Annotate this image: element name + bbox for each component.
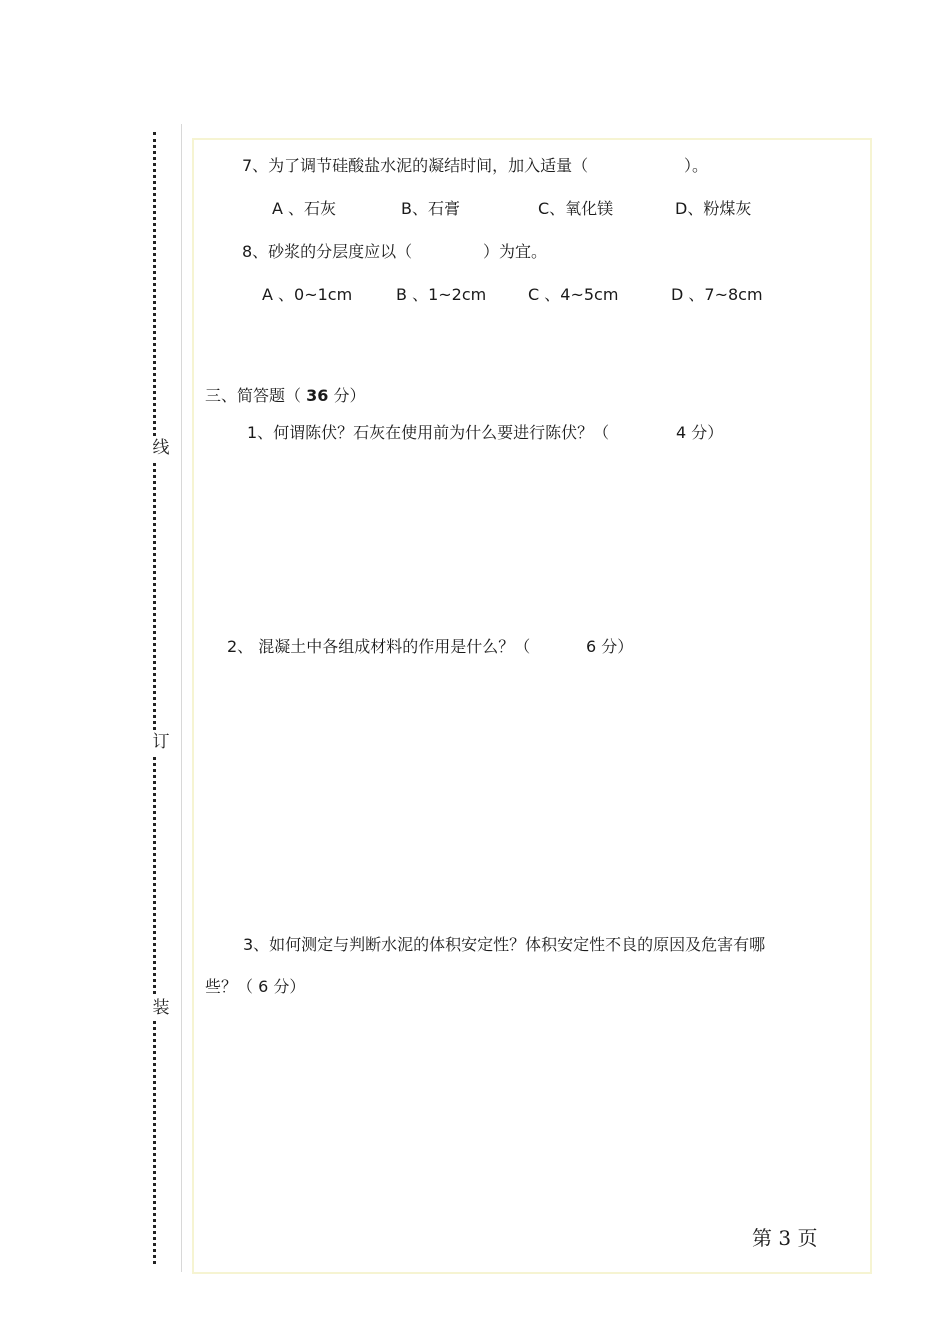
q8-stem-end: ）为宜。	[483, 242, 548, 261]
q7-option-d: D、粉煤灰	[675, 199, 752, 218]
q8-option-a: A 、0~1cm	[262, 285, 353, 304]
section3-heading-prefix: 三、简答题（	[205, 386, 302, 405]
page-frame	[192, 138, 872, 1274]
binding-dotted-line	[153, 132, 156, 1264]
q8-option-b: B 、1~2cm	[396, 285, 487, 304]
s3-q3-line2: 些？（ 6 分）	[205, 977, 306, 996]
s3-q1-text: 1、何谓陈伏？石灰在使用前为什么要进行陈伏？（	[247, 423, 610, 442]
q8-option-d: D 、7~8cm	[671, 285, 763, 304]
q7-stem-end: ）。	[684, 156, 709, 175]
binding-label-xian: 线	[150, 436, 172, 460]
q8-stem: 8、砂浆的分层度应以（	[242, 242, 413, 261]
s3-q2-score: 6 分）	[586, 637, 634, 656]
section3-heading-suffix: 分）	[333, 386, 366, 405]
q7-option-b: B、石膏	[401, 199, 460, 218]
section3-heading-score: 36	[306, 386, 329, 405]
page-number: 第 3 页	[752, 1226, 818, 1250]
q8-option-c: C 、4~5cm	[528, 285, 619, 304]
section3-heading	[205, 385, 365, 407]
binding-label-ding: 订	[150, 730, 172, 754]
s3-q1-score: 4 分）	[676, 423, 724, 442]
margin-rule	[181, 124, 182, 1272]
q7-option-a: A 、石灰	[272, 199, 337, 218]
s3-q2-text: 2、 混凝土中各组成材料的作用是什么？（	[227, 637, 531, 656]
s3-q3-line1: 3、如何测定与判断水泥的体积安定性？体积安定性不良的原因及危害有哪	[243, 935, 766, 954]
binding-label-zhuang: 装	[150, 996, 172, 1020]
q7-stem: 7、为了调节硅酸盐水泥的凝结时间，加入适量（	[242, 156, 589, 175]
q7-option-c: C、氧化镁	[538, 199, 614, 218]
